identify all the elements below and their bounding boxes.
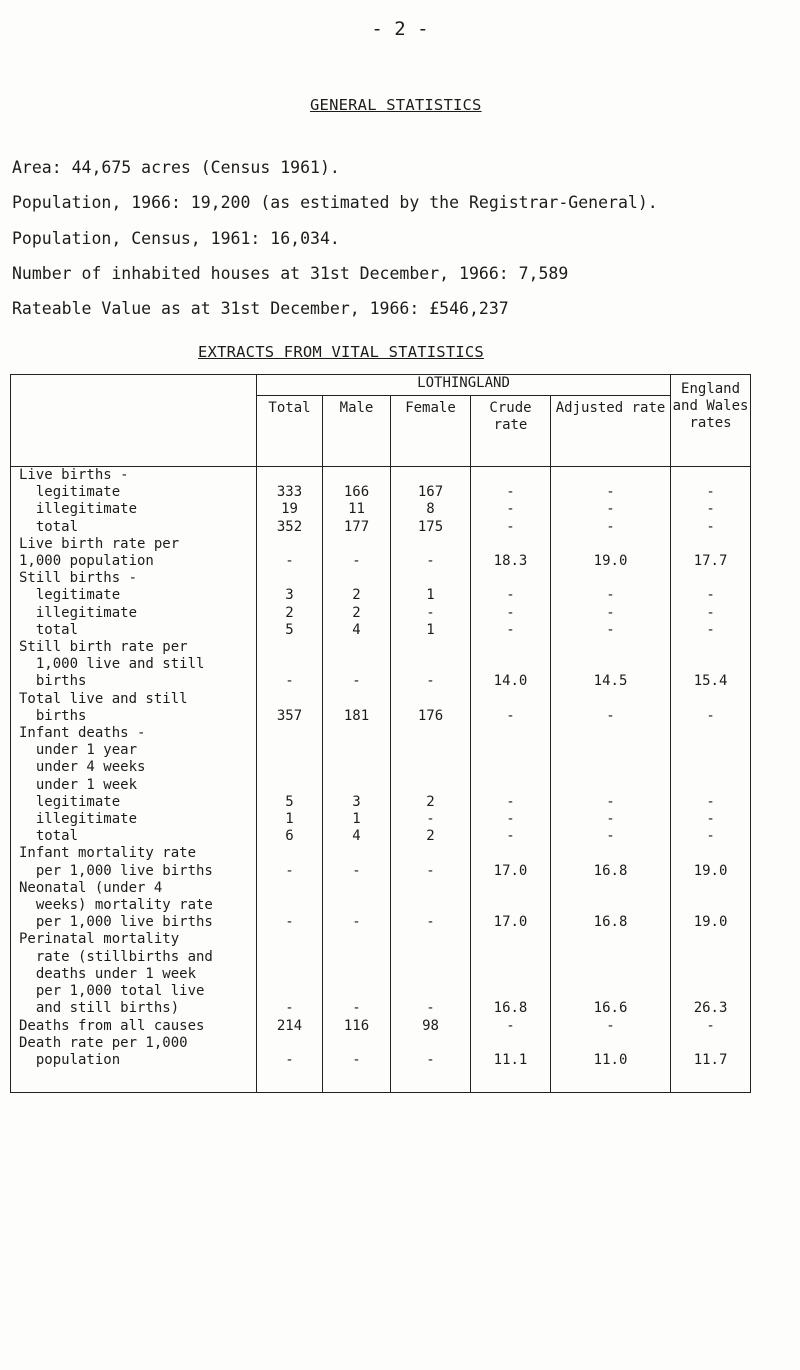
table-cell: 2 (323, 605, 391, 622)
table-cell: - (391, 811, 471, 828)
table-cell: 17.0 (471, 914, 551, 931)
table-cell (391, 759, 471, 776)
table-cell: 1 (257, 811, 323, 828)
table-cell (551, 949, 671, 966)
table-cell (391, 949, 471, 966)
table-cell (551, 742, 671, 759)
row-label: per 1,000 live births (11, 863, 257, 880)
table-cell (471, 467, 551, 485)
table-cell (323, 570, 391, 587)
table-cell (391, 691, 471, 708)
table-cell (257, 639, 323, 656)
page-number: - 2 - (371, 18, 429, 40)
table-cell (391, 570, 471, 587)
row-label: Infant deaths - (11, 725, 257, 742)
table-cell (671, 691, 751, 708)
table-cell (671, 742, 751, 759)
table-cell (257, 536, 323, 553)
table-cell: - (257, 1052, 323, 1093)
table-cell (257, 691, 323, 708)
table-row (11, 897, 751, 914)
table-row (11, 1000, 751, 1017)
row-label: legitimate (11, 794, 257, 811)
table-cell: - (551, 1018, 671, 1035)
table-cell (257, 931, 323, 948)
table-cell: 11 (323, 501, 391, 518)
table-cell (671, 1035, 751, 1052)
table-cell (671, 570, 751, 587)
table-cell: - (323, 914, 391, 931)
table-cell (257, 725, 323, 742)
table-cell (551, 931, 671, 948)
table-cell (471, 949, 551, 966)
table-cell: 3 (257, 587, 323, 604)
table-cell: 166 (323, 484, 391, 501)
table-cell (671, 949, 751, 966)
table-cell: 1 (391, 587, 471, 604)
table-row (11, 914, 751, 931)
table-row (11, 587, 751, 604)
col-header-crude-rate: Crude rate (471, 396, 551, 467)
table-cell (551, 725, 671, 742)
table-cell: 11.1 (471, 1052, 551, 1093)
row-label: under 1 week (11, 777, 257, 794)
table-row (11, 484, 751, 501)
table-cell (323, 656, 391, 673)
table-cell: 1 (323, 811, 391, 828)
table-cell (391, 725, 471, 742)
table-row (11, 1035, 751, 1052)
table-cell (671, 725, 751, 742)
table-cell (257, 570, 323, 587)
table-cell: 2 (391, 794, 471, 811)
table-cell: 2 (257, 605, 323, 622)
row-label: per 1,000 total live (11, 983, 257, 1000)
row-label-header (11, 375, 257, 467)
table-cell: - (471, 1018, 551, 1035)
row-label: Deaths from all causes (11, 1018, 257, 1035)
table-cell (551, 656, 671, 673)
table-cell (323, 691, 391, 708)
table-cell: 98 (391, 1018, 471, 1035)
table-cell (391, 1035, 471, 1052)
table-cell: - (323, 673, 391, 690)
population-census-line: Population, Census, 1961: 16,034. (12, 229, 340, 248)
table-cell (323, 759, 391, 776)
table-cell: 19 (257, 501, 323, 518)
table-cell: - (551, 587, 671, 604)
table-cell (323, 1035, 391, 1052)
table-cell (671, 897, 751, 914)
table-cell: - (471, 622, 551, 639)
table-cell: - (551, 484, 671, 501)
row-label: Still birth rate per (11, 639, 257, 656)
table-cell (391, 845, 471, 862)
table-cell (257, 880, 323, 897)
table-row (11, 536, 751, 553)
table-cell: 5 (257, 794, 323, 811)
row-label: legitimate (11, 587, 257, 604)
table-row (11, 863, 751, 880)
row-label: Live birth rate per (11, 536, 257, 553)
table-cell: - (257, 863, 323, 880)
table-cell: 16.8 (551, 914, 671, 931)
table-cell: - (323, 863, 391, 880)
row-label: weeks) mortality rate (11, 897, 257, 914)
table-row (11, 880, 751, 897)
table-cell: 181 (323, 708, 391, 725)
table-cell: - (671, 811, 751, 828)
table-row (11, 1018, 751, 1035)
table-cell: 4 (323, 828, 391, 845)
table-row (11, 570, 751, 587)
table-cell (323, 880, 391, 897)
table-cell (471, 656, 551, 673)
table-cell: 6 (257, 828, 323, 845)
table-cell (551, 880, 671, 897)
table-cell (471, 777, 551, 794)
area-line: Area: 44,675 acres (Census 1961). (12, 158, 340, 177)
table-cell (671, 845, 751, 862)
table-cell: - (671, 1018, 751, 1035)
row-label: per 1,000 live births (11, 914, 257, 931)
table-cell (257, 759, 323, 776)
table-cell: - (471, 828, 551, 845)
table-cell (391, 777, 471, 794)
table-cell: 26.3 (671, 1000, 751, 1017)
row-label: Total live and still (11, 691, 257, 708)
table-row (11, 742, 751, 759)
table-cell: - (671, 605, 751, 622)
table-row (11, 983, 751, 1000)
table-cell (471, 931, 551, 948)
table-cell (323, 983, 391, 1000)
table-cell (471, 1035, 551, 1052)
table-cell: - (671, 708, 751, 725)
table-cell (551, 845, 671, 862)
table-cell (671, 467, 751, 485)
table-cell: 16.6 (551, 1000, 671, 1017)
table-cell (471, 845, 551, 862)
table-cell: - (551, 605, 671, 622)
table-cell: - (471, 708, 551, 725)
table-cell: - (391, 673, 471, 690)
table-cell: 167 (391, 484, 471, 501)
table-row (11, 605, 751, 622)
table-cell (257, 983, 323, 1000)
table-cell (391, 742, 471, 759)
table-cell (551, 1035, 671, 1052)
table-cell (471, 742, 551, 759)
table-cell: 1 (391, 622, 471, 639)
table-cell (671, 931, 751, 948)
table-cell (323, 845, 391, 862)
row-label: Neonatal (under 4 (11, 880, 257, 897)
row-label: under 1 year (11, 742, 257, 759)
table-cell: - (671, 622, 751, 639)
row-label: 1,000 population (11, 553, 257, 570)
table-cell: 176 (391, 708, 471, 725)
col-header-england-wales: England and Wales rates (671, 375, 751, 467)
table-cell: - (391, 553, 471, 570)
table-cell: 14.5 (551, 673, 671, 690)
col-header-female: Female (391, 396, 471, 467)
table-cell: - (551, 828, 671, 845)
row-label: Infant mortality rate (11, 845, 257, 862)
table-cell: 16.8 (551, 863, 671, 880)
row-label: Death rate per 1,000 (11, 1035, 257, 1052)
table-cell: - (551, 811, 671, 828)
table-cell: 333 (257, 484, 323, 501)
table-cell (551, 759, 671, 776)
table-cell: 8 (391, 501, 471, 518)
table-cell: 352 (257, 519, 323, 536)
table-cell (257, 656, 323, 673)
table-cell (551, 966, 671, 983)
rateable-value-line: Rateable Value as at 31st December, 1966: £546,237 (12, 299, 509, 318)
row-label: population (11, 1052, 257, 1093)
table-row (11, 931, 751, 948)
table-row (11, 673, 751, 690)
table-cell: 18.3 (471, 553, 551, 570)
table-cell (551, 983, 671, 1000)
table-cell (323, 639, 391, 656)
table-row (11, 622, 751, 639)
table-cell: - (471, 605, 551, 622)
table-cell: 4 (323, 622, 391, 639)
table-row (11, 777, 751, 794)
row-label: Perinatal mortality (11, 931, 257, 948)
col-header-male: Male (323, 396, 391, 467)
table-cell: - (391, 863, 471, 880)
table-cell (471, 639, 551, 656)
table-cell: 357 (257, 708, 323, 725)
row-label: illegitimate (11, 605, 257, 622)
table-cell (471, 691, 551, 708)
table-row (11, 553, 751, 570)
table-cell: 177 (323, 519, 391, 536)
row-label: illegitimate (11, 811, 257, 828)
table-cell: - (471, 501, 551, 518)
group-header: LOTHINGLAND (257, 375, 671, 396)
row-label: under 4 weeks (11, 759, 257, 776)
table-cell: 175 (391, 519, 471, 536)
col-header-adjusted-rate: Adjusted rate (551, 396, 671, 467)
table-cell (323, 742, 391, 759)
row-label: illegitimate (11, 501, 257, 518)
table-cell: 11.7 (671, 1052, 751, 1093)
table-cell (551, 467, 671, 485)
inhabited-houses-line: Number of inhabited houses at 31st December, 1966: 7,589 (12, 264, 569, 283)
table-cell: - (391, 1052, 471, 1093)
population-estimate-line: Population, 1966: 19,200 (as estimated by the Registrar-General). (12, 193, 658, 212)
section-heading: GENERAL STATISTICS (310, 96, 482, 114)
table-cell: 2 (391, 828, 471, 845)
table-cell (257, 467, 323, 485)
table-cell: - (671, 794, 751, 811)
table-cell (671, 966, 751, 983)
table-body (11, 467, 751, 1093)
table-cell (257, 845, 323, 862)
table-cell (391, 880, 471, 897)
table-cell (323, 897, 391, 914)
row-label: rate (stillbirths and (11, 949, 257, 966)
table-cell (323, 777, 391, 794)
table-cell: 19.0 (551, 553, 671, 570)
table-cell: 2 (323, 587, 391, 604)
table-cell: - (471, 519, 551, 536)
table-cell (671, 759, 751, 776)
table-cell (471, 536, 551, 553)
table-cell: 15.4 (671, 673, 751, 690)
table-cell: 5 (257, 622, 323, 639)
table-cell (471, 725, 551, 742)
table-cell: - (471, 484, 551, 501)
table-cell: - (391, 914, 471, 931)
table-cell (257, 966, 323, 983)
table-cell (391, 897, 471, 914)
table-cell (323, 725, 391, 742)
table-row (11, 966, 751, 983)
table-cell: - (551, 519, 671, 536)
table-cell (391, 983, 471, 1000)
table-cell (471, 759, 551, 776)
table-cell: - (551, 708, 671, 725)
table-cell: - (257, 553, 323, 570)
table-cell (471, 897, 551, 914)
table-cell (323, 966, 391, 983)
table-row (11, 639, 751, 656)
table-cell: - (323, 1052, 391, 1093)
table-cell: - (551, 501, 671, 518)
row-label: total (11, 828, 257, 845)
table-cell (391, 931, 471, 948)
row-label: total (11, 622, 257, 639)
table-row (11, 467, 751, 485)
table-cell: - (257, 914, 323, 931)
table-cell: - (671, 519, 751, 536)
table-row (11, 794, 751, 811)
table-row (11, 759, 751, 776)
table-cell: 11.0 (551, 1052, 671, 1093)
table-cell (471, 983, 551, 1000)
table-cell: - (671, 828, 751, 845)
table-cell (551, 639, 671, 656)
table-cell: 3 (323, 794, 391, 811)
table-cell (551, 570, 671, 587)
table-cell (323, 467, 391, 485)
table-cell: 16.8 (471, 1000, 551, 1017)
row-label: births (11, 673, 257, 690)
table-cell: - (551, 794, 671, 811)
table-cell: - (471, 794, 551, 811)
table-title: EXTRACTS FROM VITAL STATISTICS (198, 343, 484, 361)
table-cell: - (471, 587, 551, 604)
table-cell (551, 536, 671, 553)
table-cell (257, 897, 323, 914)
table-cell (391, 467, 471, 485)
table-cell (471, 880, 551, 897)
table-cell: - (257, 673, 323, 690)
table-row (11, 656, 751, 673)
table-cell (671, 639, 751, 656)
table-row (11, 811, 751, 828)
table-cell: - (257, 1000, 323, 1017)
table-cell (551, 897, 671, 914)
table-row (11, 828, 751, 845)
table-cell (471, 570, 551, 587)
table-cell (471, 966, 551, 983)
row-label: Live births - (11, 467, 257, 485)
row-label: 1,000 live and still (11, 656, 257, 673)
table-cell: - (391, 1000, 471, 1017)
table-cell (257, 949, 323, 966)
table-cell: 116 (323, 1018, 391, 1035)
table-cell: 214 (257, 1018, 323, 1035)
col-header-total: Total (257, 396, 323, 467)
table-cell: 14.0 (471, 673, 551, 690)
table-cell: - (671, 484, 751, 501)
table-cell: - (391, 605, 471, 622)
table-cell (391, 536, 471, 553)
table-cell (671, 777, 751, 794)
table-cell: - (551, 622, 671, 639)
table-cell (323, 949, 391, 966)
table-cell (257, 742, 323, 759)
table-cell: 17.0 (471, 863, 551, 880)
table-cell (671, 880, 751, 897)
row-label: legitimate (11, 484, 257, 501)
table-cell (671, 536, 751, 553)
table-row (11, 691, 751, 708)
table-cell (257, 777, 323, 794)
table-cell: 19.0 (671, 914, 751, 931)
row-label: Still births - (11, 570, 257, 587)
table-cell (391, 656, 471, 673)
row-label: births (11, 708, 257, 725)
table-cell (391, 639, 471, 656)
table-row (11, 845, 751, 862)
table-cell (671, 983, 751, 1000)
table-cell (551, 777, 671, 794)
table-row (11, 1052, 751, 1093)
row-label: deaths under 1 week (11, 966, 257, 983)
table-cell (323, 931, 391, 948)
vital-statistics-table (10, 374, 751, 1093)
table-cell: - (323, 1000, 391, 1017)
table-cell: - (671, 587, 751, 604)
table-row (11, 708, 751, 725)
table-cell: 17.7 (671, 553, 751, 570)
table-cell: 19.0 (671, 863, 751, 880)
table-cell (391, 966, 471, 983)
table-cell (257, 1035, 323, 1052)
table-cell (551, 691, 671, 708)
table-row (11, 501, 751, 518)
table-row (11, 949, 751, 966)
table-cell: - (471, 811, 551, 828)
table-cell: - (323, 553, 391, 570)
row-label: and still births) (11, 1000, 257, 1017)
table-row (11, 519, 751, 536)
table-cell: - (671, 501, 751, 518)
row-label: total (11, 519, 257, 536)
table-row (11, 725, 751, 742)
table-cell (323, 536, 391, 553)
table-cell (671, 656, 751, 673)
